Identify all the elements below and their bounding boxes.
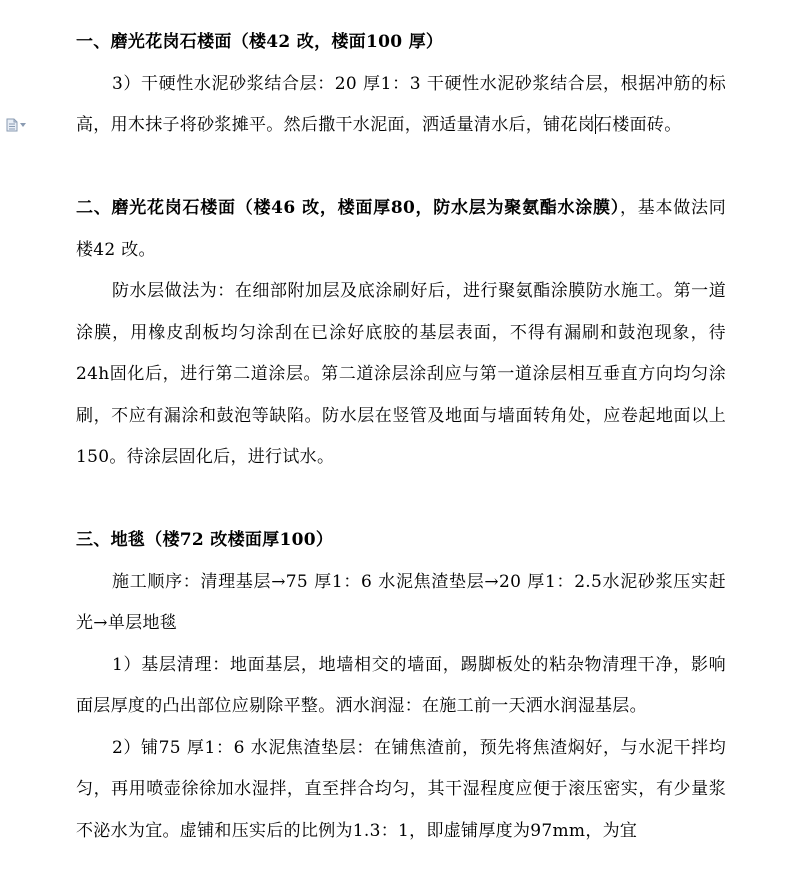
- section-2-heading: 二、磨光花岗石楼面（楼46 改，楼面厚80，防水层为聚氨酯水涂膜）: [76, 198, 620, 218]
- document-page-icon: [6, 118, 18, 132]
- paragraph-text: 石楼面砖。: [595, 115, 682, 135]
- section-3-paragraph[interactable]: 2）铺75 厚1：6 水泥焦渣垫层：在铺焦渣前，预先将焦渣焖好，与水泥干拌均匀，再用喷壶徐徐加水湿拌，直至拌合均匀，其干湿程度应便于滚压密实，有少量浆不泌水为宜。虚铺和压实后的比例为1.3：1，即虚铺厚度为97mm，为宜: [76, 737, 726, 841]
- section-3-heading: 三、地毯（楼72 改楼面厚100）: [76, 530, 334, 550]
- document-options-icon[interactable]: [6, 117, 30, 133]
- section-2-heading-tail: ，基本做法同楼42 改。: [76, 198, 726, 260]
- section-1-paragraph[interactable]: [76, 64, 726, 147]
- document-body[interactable]: [76, 22, 726, 852]
- blank-line: [76, 479, 726, 521]
- section-2-paragraph[interactable]: 防水层做法为：在细部附加层及底涂刷好后，进行聚氨酯涂膜防水施工。第一道涂膜，用橡皮刮板均匀涂刮在已涂好底胶的基层表面，不得有漏刷和鼓泡现象，待24h固化后，进行第二道涂层。第二道涂层涂刮应与第一道涂层相互垂直方向均匀涂刷，不应有漏涂和鼓泡等缺陷。防水层在竖管及地面与墙面转角处，应卷起地面以上150。待涂层固化后，进行试水。: [76, 281, 726, 467]
- blank-line: [76, 147, 726, 189]
- section-3-paragraph[interactable]: 施工顺序：清理基层→75 厚1：6 水泥焦渣垫层→20 厚1：2.5水泥砂浆压实赶光→单层地毯: [76, 571, 726, 633]
- chevron-down-icon: [20, 123, 26, 127]
- section-1-heading: 一、磨光花岗石楼面（楼42 改，楼面100 厚）: [76, 32, 444, 52]
- section-2-heading-line: [76, 188, 726, 271]
- section-3-paragraph[interactable]: 1）基层清理：地面基层，地墙相交的墙面，踢脚板处的粘杂物清理干净，影响面层厚度的凸出部位应剔除平整。洒水润湿：在施工前一天洒水润湿基层。: [76, 654, 726, 716]
- paragraph-text: 3）干硬性水泥砂浆结合层：20 厚1：3 干硬性水泥砂浆结合层，根据冲筋的标高，用木抹子将砂浆摊平。然后撒干水泥面，洒适量清水后，铺花岗: [76, 73, 726, 135]
